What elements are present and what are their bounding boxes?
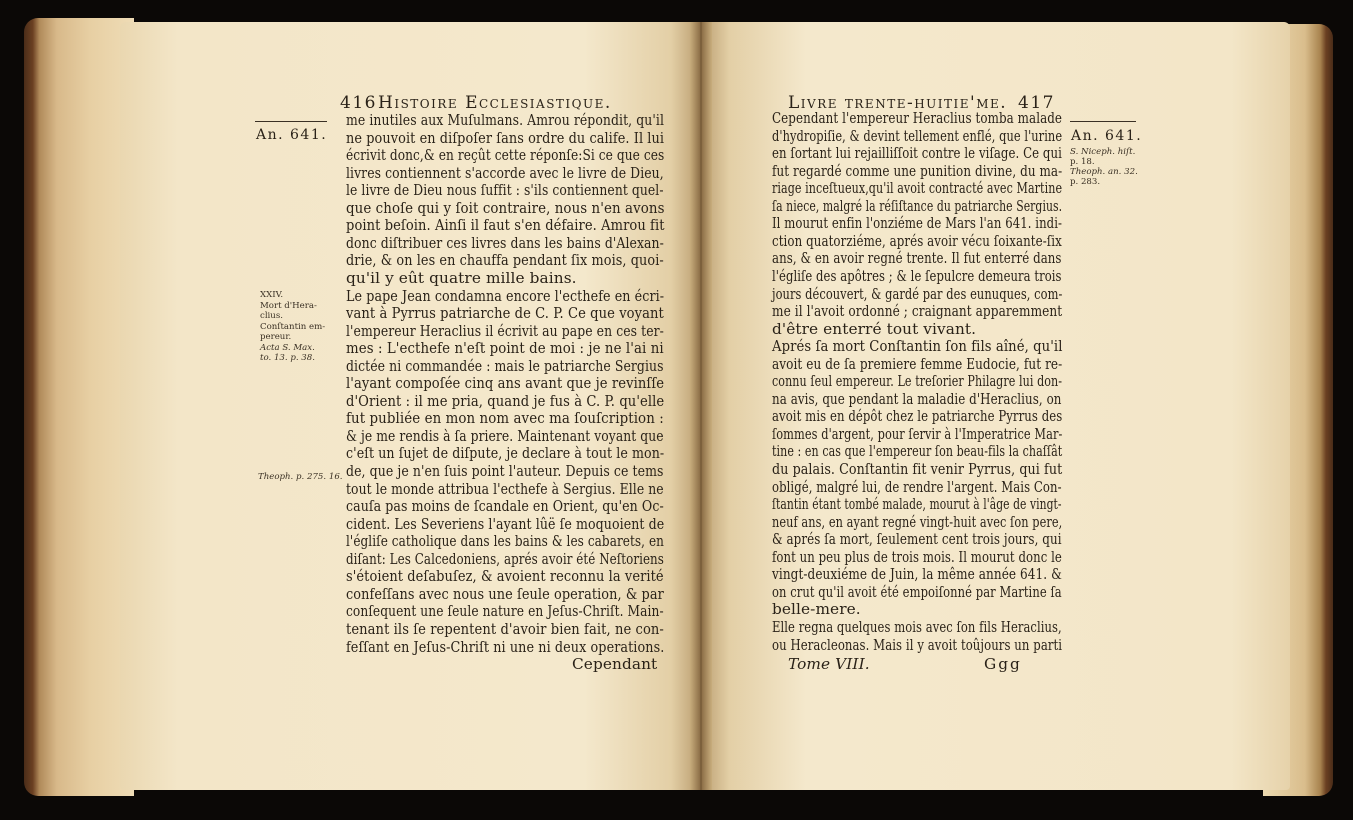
text-line: l'égliſe catholique dans les bains & les cabarets, en xyxy=(346,532,665,551)
text-line: d'être enterré tout vivant. xyxy=(772,319,977,338)
text-line: d'Orient : il me pria, quand je fus à C. P. qu'elle xyxy=(346,391,665,410)
text-line: fut regardé comme une punition divine, du ma- xyxy=(772,161,1063,180)
text-line: avoit eu de ſa premiere femme Eudocie, fut re- xyxy=(772,354,1063,373)
book-gutter xyxy=(690,22,712,790)
text-line: confeſſans avec nous une ſeule operation, & par xyxy=(346,584,664,603)
text-line: Elle regna quelques mois avec ſon fils Heraclius, xyxy=(772,617,1062,636)
text-line: cauſa pas moins de ſcandale en Orient, qu'en Oc- xyxy=(346,497,664,516)
right-year-rule xyxy=(1070,121,1136,122)
text-line: tenant ils ſe repentent d'avoir bien fait, ne con- xyxy=(346,619,664,638)
margin-note: to. 13. p. 38. xyxy=(260,353,315,363)
margin-note: p. 18. xyxy=(1070,157,1095,167)
text-line: font un peu plus de trois mois. Il mourut donc le xyxy=(772,547,1062,566)
text-line: c'eſt un ſujet de diſpute, je declare à tout le mon- xyxy=(346,444,665,463)
text-line: Aprés ſa mort Conſtantin ſon fils aîné, qu'il xyxy=(772,337,1063,356)
text-line: Cependant xyxy=(572,655,658,674)
left-year-rule xyxy=(255,121,327,122)
text-line: le livre de Dieu nous ſuffit : s'ils contiennent quel- xyxy=(346,181,664,200)
text-line: écrivit donc,& en reçût cette réponſe:Si ce que ces xyxy=(346,146,665,165)
text-line: neuf ans, en ayant regné vingt-huit avec ſon pere, xyxy=(772,512,1063,531)
left-margin-note-lower: Theoph. p. 275. 16. xyxy=(258,472,343,482)
text-line: na avis, que pendant la maladie d'Heraclius, on xyxy=(772,389,1062,408)
left-year-marker: An. 641. xyxy=(256,127,328,143)
text-line: donc diſtribuer ces livres dans les bains d'Alexan- xyxy=(346,233,664,252)
text-line: point beſoin. Ainſi il faut s'en défaire. Amrou fit xyxy=(346,216,665,235)
text-line: jours découvert, & gardé par des eunuques, com- xyxy=(772,284,1063,303)
text-line: Le pape Jean condamna encore l'ecthefe en écri- xyxy=(346,286,665,305)
text-line: & je me rendis à ſa priere. Maintenant voyant que xyxy=(346,426,664,445)
text-line: diſant: Les Calcedoniens, aprés avoir été Neſtoriens xyxy=(346,549,664,568)
text-line: vingt-deuxiéme de Juin, la même année 641. & xyxy=(772,565,1062,584)
text-line: on crut qu'il avoit été empoiſonné par Martine ſa xyxy=(772,582,1062,601)
margin-note: S. Niceph. hiſt. xyxy=(1070,147,1136,157)
text-line: me inutiles aux Muſulmans. Amrou répondit, qu'il xyxy=(346,111,665,129)
text-line: drie, & on les en chauffa pendant ſix mois, quoi- xyxy=(346,251,664,270)
text-line: Cependant l'empereur Heraclius tomba malade xyxy=(772,109,1063,127)
margin-note: Theoph. an. 32. xyxy=(1070,167,1138,177)
text-line: ſa niece, malgré la réſiſtance du patriarche Sergius. xyxy=(772,196,1063,215)
text-line: en ſortant lui rejailliſſoit contre le viſage. Ce qui xyxy=(772,144,1062,163)
text-line: connu ſeul empereur. Le treſorier Philagre lui don- xyxy=(772,372,1063,391)
text-line: tine : en cas que l'empereur ſon beau-fils la chaſſât xyxy=(772,442,1063,461)
text-line: ne pouvoit en diſpoſer ſans ordre du calife. Il lui xyxy=(346,128,665,147)
page-stack-left xyxy=(24,18,134,796)
right-running-head: Livre trente-huitie'me. xyxy=(788,93,1008,113)
text-line: de, que je n'en ſuis point l'auteur. Depuis ce tems xyxy=(346,462,664,480)
text-line: ſtantin étant tombé malade, mourut à l'âge de vingt- xyxy=(772,495,1062,514)
text-line: feſſant en Jeſus-Chriſt ni une ni deux operations. xyxy=(346,637,665,656)
text-line: vant à Pyrrus patriarche de C. P. Ce que voyant xyxy=(346,304,664,323)
right-year-marker: An. 641. xyxy=(1071,128,1143,144)
text-line: fut publiée en mon nom avec ma ſouſcription : xyxy=(346,409,664,428)
right-footer-volume: Tome VIII. xyxy=(788,655,870,673)
margin-note: XXIV. xyxy=(260,290,284,300)
text-line: ans, & en avoir regné trente. Il fut enterré dans xyxy=(772,249,1062,268)
right-footer-signature: Ggg xyxy=(984,655,1022,673)
text-line: ou Heracleonas. Mais il y avoit toûjours un parti xyxy=(772,635,1063,654)
text-line: Il mourut enfin l'onziéme de Mars l'an 641. indi- xyxy=(772,214,1063,233)
text-line: d'hydropiſie, & devint tellement enflé, que l'urine xyxy=(772,126,1063,145)
text-line: ction quatorziéme, aprés avoir vécu ſoixante-ſix xyxy=(772,231,1062,250)
text-line: tout le monde attribua l'ecthefe à Sergius. Elle ne xyxy=(346,479,664,498)
margin-note: Mort d'Hera- xyxy=(260,300,317,311)
text-line: me il l'avoit ordonné ; craignant apparemment xyxy=(772,302,1063,321)
margin-note: pereur. xyxy=(260,332,292,342)
text-line: cident. Les Severiens l'ayant lûë ſe moquoient de xyxy=(346,514,665,533)
left-page-number: 416 xyxy=(340,93,377,113)
text-line: qu'il y eût quatre mille bains. xyxy=(346,268,577,287)
margin-note: clius. xyxy=(260,311,283,321)
text-line: & aprés ſa mort, ſeulement cent trois jours, qui xyxy=(772,530,1062,549)
left-running-head: Histoire Ecclesiastique. xyxy=(378,93,612,113)
text-line: dictée ni commandée : mais le patriarche Sergius xyxy=(346,356,664,375)
right-page-number: 417 xyxy=(1018,93,1055,113)
text-line: conſequent une ſeule nature en Jeſus-Chriſt. Main- xyxy=(346,602,664,621)
text-line: obligé, malgré lui, de rendre l'argent. Mais Con- xyxy=(772,477,1062,496)
text-line: mes : L'ecthefe n'eſt point de moi : je ne l'ai ni xyxy=(346,339,664,358)
text-line: s'étoient deſabuſez, & avoient reconnu la verité xyxy=(346,567,664,586)
text-line: ſommes d'argent, pour ſervir à l'Imperatrice Mar- xyxy=(772,424,1063,443)
text-line: que choſe qui y ſoit contraire, nous n'en avons xyxy=(346,198,665,217)
text-line: avoit mis en dépôt chez le patriarche Pyrrus des xyxy=(772,407,1063,426)
text-line: l'égliſe des apôtres ; & le ſepulcre demeura trois xyxy=(772,266,1062,285)
margin-note: Acta S. Max. xyxy=(260,342,315,353)
text-line: riage inceſtueux,qu'il avoit contracté avec Martine xyxy=(772,179,1063,198)
margin-note: Conſtantin em- xyxy=(260,321,326,332)
text-line: l'empereur Heraclius il écrivit au pape en ces ter- xyxy=(346,321,664,340)
text-line: du palais. Conſtantin fit venir Pyrrus, qui fut xyxy=(772,460,1063,478)
text-line: l'ayant compoſée cinq ans avant que je revinſſe xyxy=(346,374,665,393)
text-line: belle-mere. xyxy=(772,600,861,619)
text-line: livres contiennent s'accorde avec le livre de Dieu, xyxy=(346,163,664,182)
margin-note: p. 283. xyxy=(1070,177,1101,187)
